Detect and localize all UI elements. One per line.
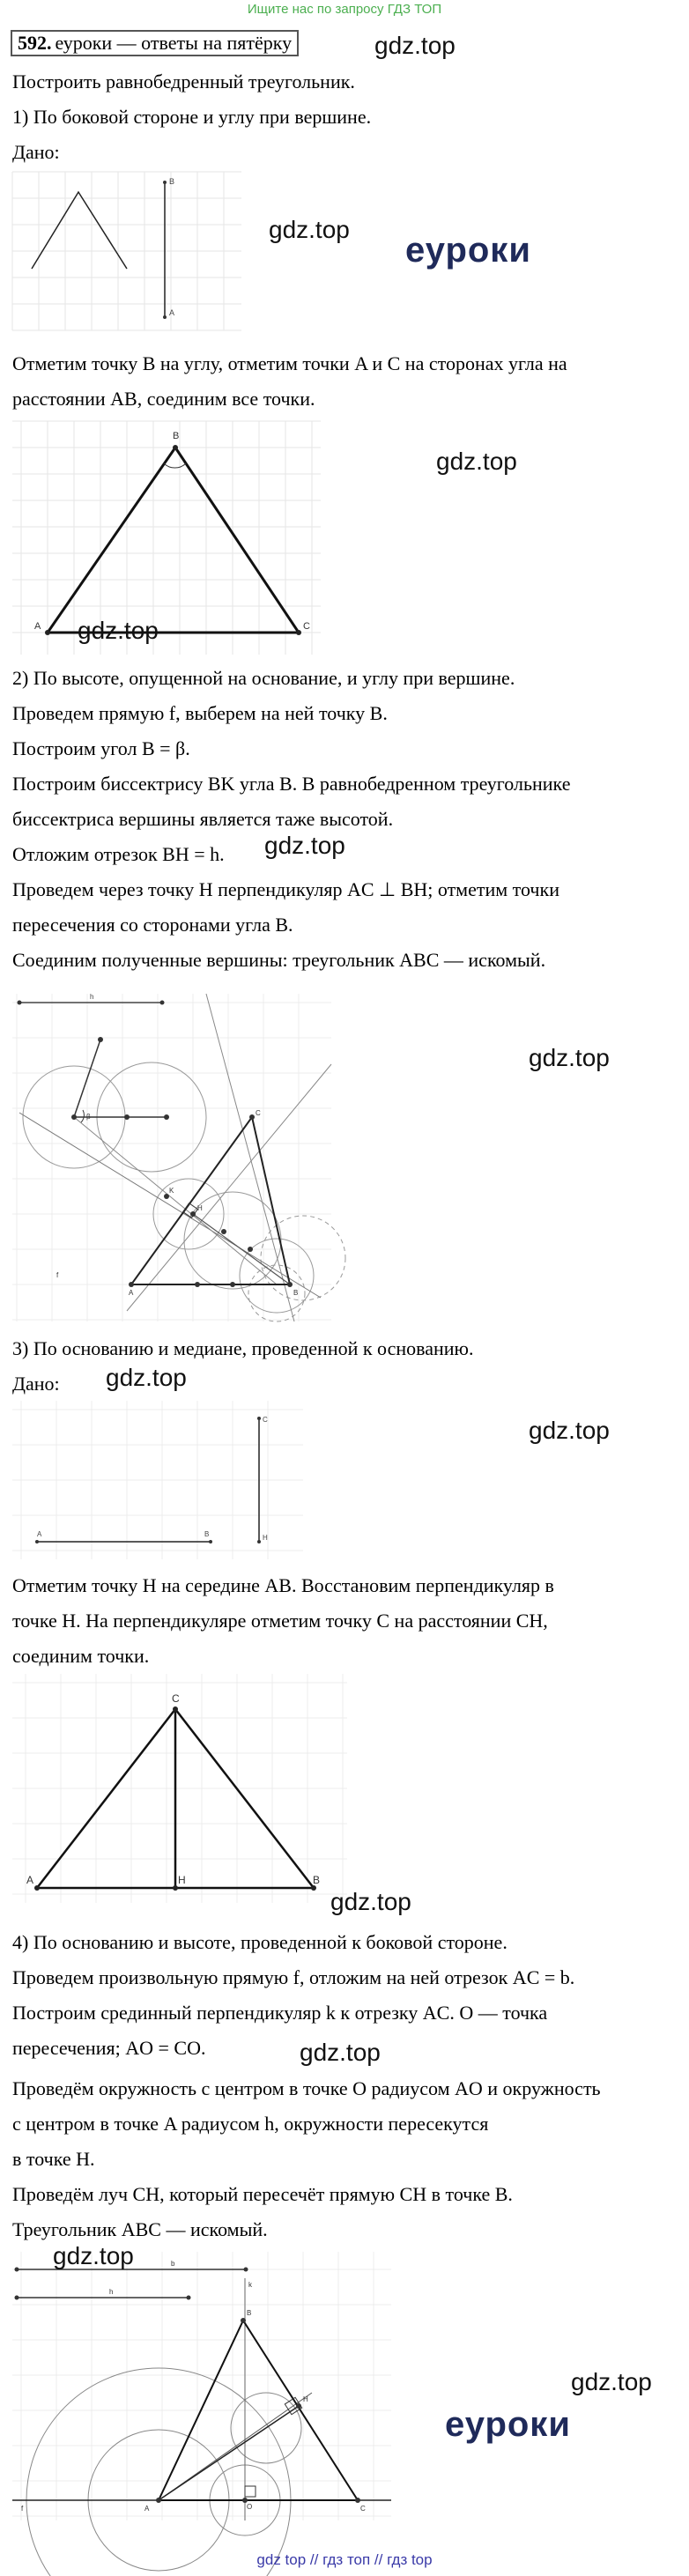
text-line: Построим срединный перпендикуляр k к отрезку AC. O — точка xyxy=(12,2002,548,2024)
text-line: Отметим точку H на середине AB. Восстановим перпендикуляр в xyxy=(12,1574,554,1596)
text-line: точке H. На перпендикуляре отметим точку C на расстоянии CH, xyxy=(12,1610,548,1632)
figure-1-given xyxy=(12,172,241,330)
text-line: Дано: xyxy=(12,1373,60,1395)
figure-5-triangle xyxy=(12,1674,347,1903)
label-H: H xyxy=(197,1204,203,1212)
text-line: Проведём окружность с центром в точке O радиусом AO и окружность xyxy=(12,2077,601,2099)
label-C: C xyxy=(263,1416,268,1424)
label-B: B xyxy=(293,1289,299,1297)
text-line: с центром в точке A радиусом h, окружности пересекутся xyxy=(12,2113,489,2135)
text-line: Отметим точку B на углу, отметим точки A и C на сторонах угла на xyxy=(12,352,567,374)
label-H: H xyxy=(263,1534,268,1542)
text-line: биссектриса вершины является таже высотой. xyxy=(12,808,394,830)
label-A: A xyxy=(37,1530,42,1538)
text-line: Построим угол B = β. xyxy=(12,737,190,759)
text-line: 1) По боковой стороне и углу при вершине. xyxy=(12,106,372,128)
triangle-abc xyxy=(48,448,299,633)
label-k: k xyxy=(248,2281,252,2289)
label-A: A xyxy=(26,1874,34,1886)
text-line: Построить равнобедренный треугольник. xyxy=(12,70,355,93)
figure-2-triangle xyxy=(12,421,321,655)
label-C: C xyxy=(172,1692,180,1705)
text-line: Проведем прямую f, выберем на ней точку B. xyxy=(12,702,388,724)
task-number: 592. xyxy=(18,32,52,54)
label-A: A xyxy=(144,2505,150,2513)
label-K: K xyxy=(169,1187,174,1195)
text-line: расстоянии AB, соединим все точки. xyxy=(12,388,315,410)
label-A: A xyxy=(34,621,41,632)
label-A: A xyxy=(129,1289,134,1297)
watermark: gdz.top xyxy=(269,216,350,243)
watermark: gdz.top xyxy=(330,1888,411,1915)
text-line: соединим точки. xyxy=(12,1645,150,1667)
figure-4-given xyxy=(12,1401,303,1559)
label-B: B xyxy=(204,1530,210,1538)
brand-logo: еуроки xyxy=(405,231,531,270)
text-line: в точке H. xyxy=(12,2148,95,2170)
label-f: f xyxy=(21,2505,24,2513)
text-line: Отложим отрезок BH = h. xyxy=(12,843,225,865)
label-B: B xyxy=(313,1874,321,1886)
watermark: gdz.top xyxy=(78,617,159,644)
text-line: Проведём луч CH, который пересечёт прямую CH в точке B. xyxy=(12,2183,513,2205)
watermark: gdz.top xyxy=(436,448,517,475)
text-line: Проведем через точку H перпендикуляр AC ⊥ BH; отметим точки xyxy=(12,878,559,900)
task-header xyxy=(11,30,299,56)
watermark: gdz.top xyxy=(106,1364,187,1391)
label-A: A xyxy=(169,308,175,317)
label-B: B xyxy=(169,177,175,186)
text-line: Соединим полученные вершины: треугольник ABC — искомый. xyxy=(12,949,546,971)
watermark: gdz.top xyxy=(264,832,345,859)
text-line: 4) По основанию и высоте, проведенной к боковой стороне. xyxy=(12,1931,507,1953)
label-O: O xyxy=(247,2503,253,2511)
watermark: gdz.top xyxy=(571,2368,652,2395)
figure-3-construction xyxy=(12,994,331,1321)
label-C: C xyxy=(256,1109,261,1117)
label-B: B xyxy=(247,2309,252,2317)
text-line: пересечения; AO = CO. xyxy=(12,2037,206,2059)
watermark: gdz.top xyxy=(529,1044,610,1071)
label-B: B xyxy=(173,431,180,441)
text-line: 2) По высоте, опущенной на основание, и углу при вершине. xyxy=(12,667,515,689)
text-line: 3) По основанию и медиане, проведенной к основанию. xyxy=(12,1337,474,1359)
label-f: f xyxy=(56,1271,59,1279)
label-C: C xyxy=(360,2505,366,2513)
label-C: C xyxy=(303,621,310,632)
label-h: h xyxy=(90,993,94,1001)
footer-links[interactable]: gdz top // гдз топ // гдз top xyxy=(256,2551,433,2568)
text-line: Дано: xyxy=(12,141,60,163)
text-line: пересечения со сторонами угла B. xyxy=(12,914,293,936)
brand-logo: еуроки xyxy=(445,2405,571,2444)
label-beta: β xyxy=(86,1113,91,1121)
task-title: еуроки — ответы на пятёрку xyxy=(55,32,293,54)
text-line: Треугольник ABC — искомый. xyxy=(12,2218,268,2240)
watermark: gdz.top xyxy=(374,32,456,59)
text-line: Построим биссектрису BK угла B. В равнобедренном треугольнике xyxy=(12,773,571,795)
label-H: H xyxy=(178,1874,186,1886)
label-b: b xyxy=(171,2260,175,2268)
top-search-link[interactable]: Ищите нас по запросу ГДЗ ТОП xyxy=(247,2,442,17)
watermark: gdz.top xyxy=(300,2039,381,2066)
given-angle xyxy=(32,192,127,269)
watermark: gdz.top xyxy=(529,1417,610,1444)
figure-6-construction xyxy=(12,2252,391,2520)
triangle-abc xyxy=(131,1117,290,1284)
label-h: h xyxy=(109,2288,114,2296)
label-H: H xyxy=(303,2395,308,2403)
text-line: Проведем произвольную прямую f, отложим на ней отрезок AC = b. xyxy=(12,1966,575,1988)
watermark: gdz.top xyxy=(53,2242,134,2269)
